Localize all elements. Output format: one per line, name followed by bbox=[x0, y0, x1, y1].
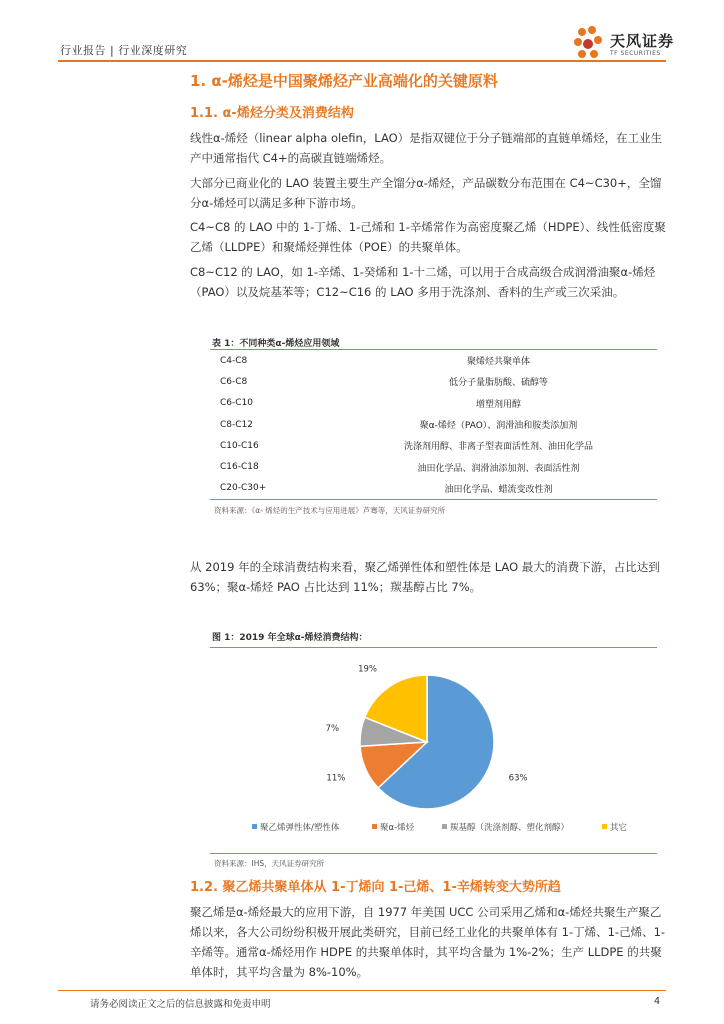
section-1-title: 1. α-烯烃是中国聚烯烃产业高端化的关键原料 bbox=[190, 72, 498, 90]
paragraph-lao-definition: 线性α-烯烃（linear alpha olefin，LAO）是指双键位于分子链端部的直链单烯烃，在工业生产中通常指代 C4+的高碳直链端烯烃。 bbox=[190, 131, 663, 165]
pie-label-1: 11% bbox=[326, 773, 346, 784]
report-category: 行业报告 | 行业深度研究 bbox=[60, 44, 188, 57]
table-row bbox=[210, 371, 657, 392]
figure-source: 资料来源：IHS，天风证券研究所 bbox=[214, 859, 325, 868]
legend-label-1: 聚α-烯烃 bbox=[380, 823, 415, 833]
carbon-range: C6-C8 bbox=[220, 376, 248, 387]
legend-swatch-0 bbox=[252, 824, 257, 829]
footer-divider bbox=[58, 990, 666, 991]
carbon-range: C16-C18 bbox=[220, 462, 259, 473]
figure-title: 图 1：2019 年全球α-烯烃消费结构： bbox=[212, 633, 368, 643]
table-row bbox=[210, 478, 657, 499]
legend-label-3: 其它 bbox=[610, 823, 628, 833]
logo-name: 天风证券 bbox=[610, 32, 675, 50]
carbon-range: C8-C12 bbox=[220, 419, 253, 430]
legend-swatch-3 bbox=[602, 824, 607, 829]
application: 聚烯烃共聚单体 bbox=[466, 357, 530, 368]
logo-sub: TF SECURITIES bbox=[610, 50, 661, 57]
application: 增塑剂用醇 bbox=[475, 399, 521, 410]
carbon-range: C20-C30+ bbox=[220, 483, 267, 494]
pie-label-0: 63% bbox=[508, 773, 528, 784]
table-row bbox=[210, 414, 657, 435]
application: 洗涤剂用醇、非离子型表面活性剂、油田化学品 bbox=[403, 442, 593, 453]
paragraph-lao-production: 大部分已商业化的 LAO 装置主要生产全馏分α-烯烃，产品碳数分布范围在 C4~C30+，全馏分α-烯烃可以满足多种下游市场。 bbox=[190, 176, 662, 210]
legend-label-2: 羰基醇（洗涤剂醇、塑化剂醇） bbox=[450, 823, 570, 833]
carbon-range: C6-C10 bbox=[220, 398, 253, 409]
carbon-range: C4-C8 bbox=[220, 355, 248, 366]
section-1-2-title: 1.2. 聚乙烯共聚单体从 1-丁烯向 1-己烯、1-辛烯转变大势所趋 bbox=[190, 880, 561, 895]
application: 油田化学品、润滑油添加剂、表面活性剂 bbox=[417, 463, 580, 474]
application-table bbox=[210, 349, 657, 500]
table-source: 资料来源：《α- 烯烃的生产技术与应用进展》芦骞等，天风证券研究所 bbox=[214, 506, 446, 515]
paragraph-polyethylene: 聚乙烯是α-烯烃最大的应用下游，自 1977 年美国 UCC 公司采用乙烯和α-烯烃共聚生产聚乙烯以来，各大公司纷纷积极开展此类研究，目前已经工业化的共聚单体有 1-丁烯、1-己烯、1-辛烯等。通常α-烯烃用作 HDPE 的共聚单体时，其平均含量为 1%-2%；生产 LLDPE 的共聚单体时，其平均含量为 8%-10%。 bbox=[190, 905, 666, 979]
legend-swatch-2 bbox=[442, 824, 447, 829]
figure-divider-bottom bbox=[210, 853, 657, 854]
table-title: 表 1：不同种类α-烯烃应用领域 bbox=[212, 339, 340, 349]
figure-divider-top bbox=[210, 647, 657, 648]
application: 油田化学品、蜡流变改性剂 bbox=[444, 484, 553, 495]
section-1-1-title: 1.1. α-烯烃分类及消费结构 bbox=[190, 106, 354, 121]
carbon-range: C10-C16 bbox=[220, 440, 259, 451]
application: 低分子量脂肪酸、硫醇等 bbox=[448, 378, 548, 389]
paragraph-consumption: 从 2019 年的全球消费结构来看，聚乙烯弹性体和塑性体是 LAO 最大的消费下游，占比达到 63%；聚α-烯烃 PAO 占比达到 11%；羰基醇占比 7%。 bbox=[190, 560, 660, 594]
table-row bbox=[210, 350, 657, 371]
legend-swatch-1 bbox=[372, 824, 377, 829]
paragraph-c4-c8: C4~C8 的 LAO 中的 1-丁烯、1-己烯和 1-辛烯常作为高密度聚乙烯（HDPE）、线性低密度聚乙烯（LLDPE）和聚烯烃弹性体（POE）的共聚单体。 bbox=[190, 220, 666, 254]
pie-label-2: 7% bbox=[325, 724, 340, 735]
table-row bbox=[210, 393, 657, 414]
table-row bbox=[210, 456, 657, 477]
application: 聚α-烯烃（PAO）、润滑油和胺类添加剂 bbox=[419, 421, 578, 432]
header-divider bbox=[58, 60, 666, 62]
disclaimer: 请务必阅读正文之后的信息披露和免责申明 bbox=[90, 999, 271, 1010]
page-number: 4 bbox=[654, 996, 661, 1007]
legend-label-0: 聚乙烯弹性体/塑性体 bbox=[260, 823, 340, 833]
pie-label-3: 19% bbox=[358, 664, 377, 675]
paragraph-c8-c12: C8~C12 的 LAO，如 1-辛烯、1-癸烯和 1-十二烯，可以用于合成高级合成润滑油聚α-烯烃（PAO）以及烷基苯等；C12~C16 的 LAO 多用于洗涤剂、香料的生产或三次采油。 bbox=[190, 265, 656, 299]
pie-chart bbox=[210, 650, 657, 850]
table-row bbox=[210, 435, 657, 456]
